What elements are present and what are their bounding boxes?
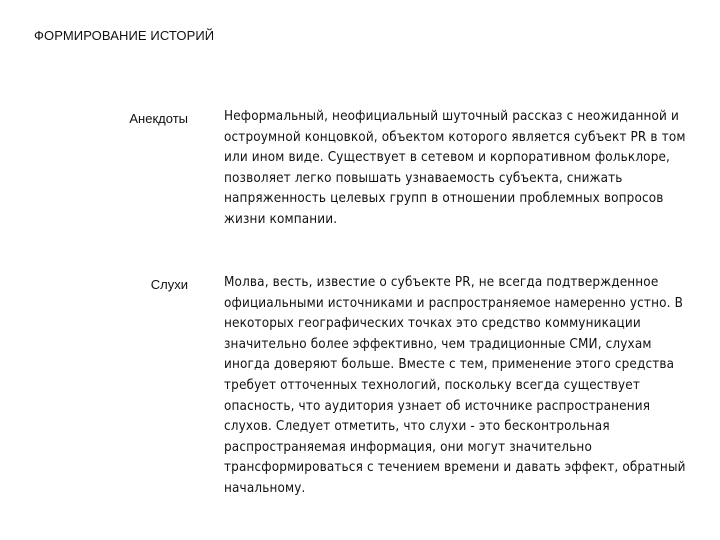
page-title: ФОРМИРОВАНИЕ ИСТОРИЙ [34,28,215,43]
term-definition: Молва, весть, известие о субъекте PR, не всегда подтвержденное официальными источниками и распространяемое намеренно устно. В некоторых географических точках это средство коммуникации значительно более эффективно, чем традиционные СМИ, слухам иногда доверяют больше. Вместе с тем, применение этого средства требует отточенных технологий, поскольку всегда существует опасность, что аудитория узнает об источнике распространения слухов. Следует отметить, что слухи - это бесконтрольная распространяемая информация, они могут значительно трансформироваться с течением времени и давать эффект, обратный начальному. [224,275,686,496]
term-definition: Неформальный, неофициальный шуточный рассказ с неожиданной и остроумной концовкой, объектом которого является субъект PR в том или ином виде. Существует в сетевом и корпоративном фольклоре, позволяет легко повышать узнаваемость субъекта, снижать напряженность целевых групп в отношении проблемных вопросов жизни компании. [224,109,686,227]
term-label: Слухи [150,277,188,292]
term-label: Анекдоты [129,111,188,126]
